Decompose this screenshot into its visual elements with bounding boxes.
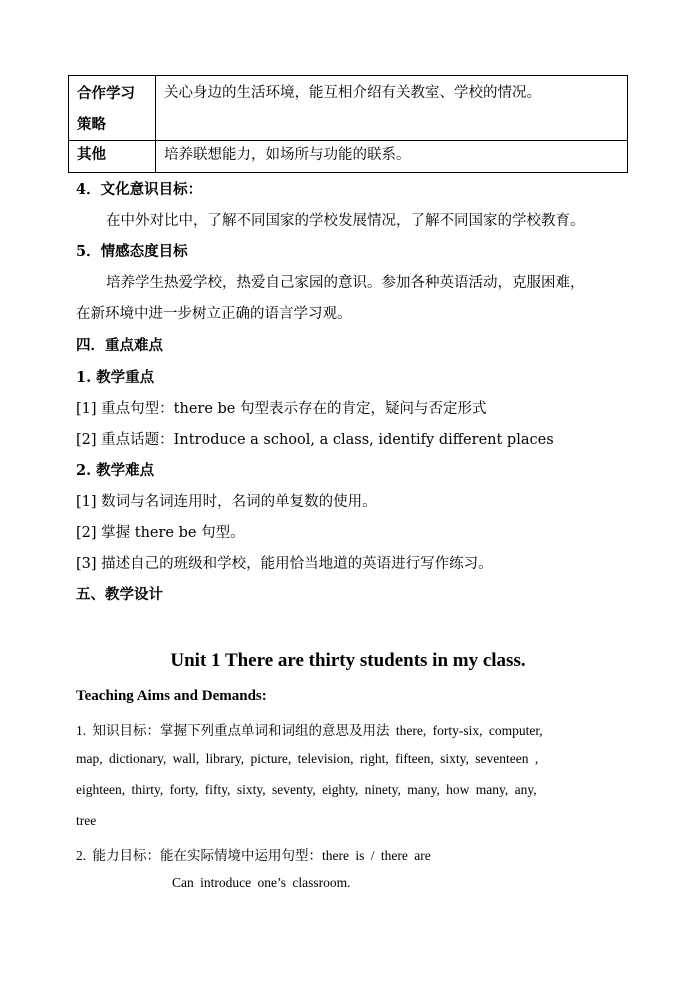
objectives-table <box>68 75 628 173</box>
table-row <box>69 76 628 141</box>
unit-title: Unit 1 There are thirty students in my class. <box>170 650 526 671</box>
teaching-aims-heading: Teaching Aims and Demands: <box>76 688 267 704</box>
section4-text: 在中外对比中，了解不同国家的学校发展情况，了解不同国家的学校教育。 <box>106 213 585 229</box>
ability-line-1: 2. 能力目标：能在实际情境中运用句型：there is / there are <box>76 848 431 863</box>
focus-item-2: [2] 重点话题：Introduce a school, a class, identify different places <box>76 432 554 448</box>
difficulty-item-3: [3] 描述自己的班级和学校，能用恰当地道的英语进行写作练习。 <box>76 556 493 572</box>
knowledge-line-4: tree <box>76 813 97 828</box>
difficulty-item-2: [2] 掌握 there be 句型。 <box>76 525 245 541</box>
section5-text-line2: 在新环境中进一步树立正确的语言学习观。 <box>76 306 352 322</box>
knowledge-line-1: 1. 知识目标：掌握下列重点单词和词组的意思及用法 there, forty-six, computer, <box>76 723 543 738</box>
row-label-other: 其他 <box>69 141 156 173</box>
difficulty-heading: 2. 教学难点 <box>76 462 155 479</box>
row-label-cooperative-learning <box>69 76 156 141</box>
part5-heading: 五、教学设计 <box>76 586 163 603</box>
focus-item-1: [1] 重点句型：there be 句型表示存在的肯定，疑问与否定形式 <box>76 401 487 417</box>
ability-line-2: Can introduce one’s classroom. <box>172 875 351 890</box>
section4-heading: 4．文化意识目标： <box>76 181 203 198</box>
knowledge-line-3: eighteen, thirty, forty, fifty, sixty, seventy, eighty, ninety, many, how many, any, <box>76 782 537 797</box>
row-content-cooperative-learning: 关心身边的生活环境，能互相介绍有关教室、学校的情况。 <box>156 76 628 141</box>
focus-heading: 1. 教学重点 <box>76 369 155 386</box>
difficulty-item-1: [1] 数词与名词连用时，名词的单复数的使用。 <box>76 494 377 510</box>
row-label-line1: 合作学习 <box>77 85 135 102</box>
section5-text-line1: 培养学生热爱学校，热爱自己家园的意识。参加各种英语活动，克服困难， <box>106 275 585 291</box>
part4-heading: 四．重点难点 <box>76 337 163 354</box>
table-row <box>69 141 628 173</box>
section5-heading: 5．情感态度目标 <box>76 243 188 260</box>
row-content-other: 培养联想能力，如场所与功能的联系。 <box>156 141 628 173</box>
knowledge-line-2: map, dictionary, wall, library, picture, television, right, fifteen, sixty, seventeen , <box>76 751 539 766</box>
row-label-line2: 策略 <box>77 116 106 133</box>
